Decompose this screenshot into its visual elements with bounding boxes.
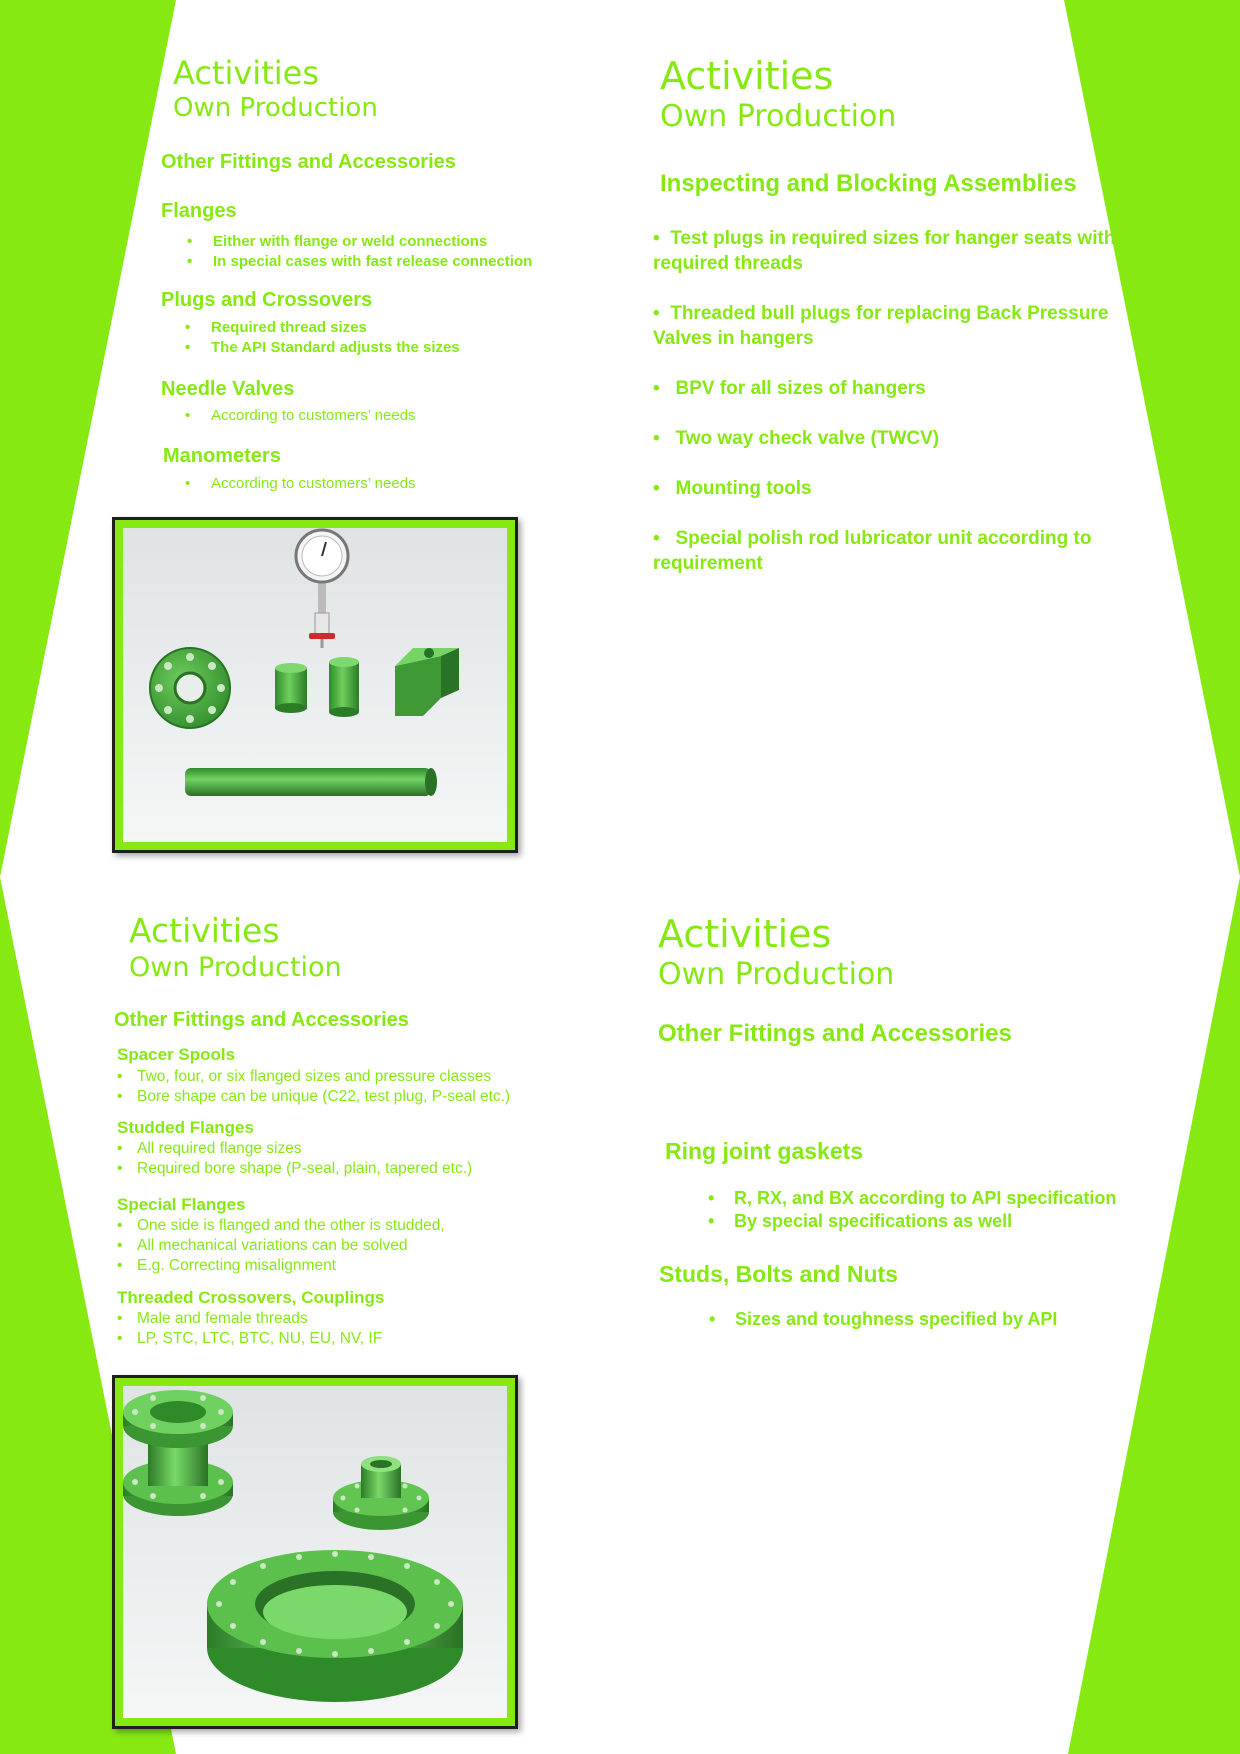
manometers-title: Manometers (163, 445, 281, 467)
section-heading: Other Fittings and Accessories (114, 1009, 409, 1031)
section-heading: Other Fittings and Accessories (161, 151, 456, 173)
inspecting-list (653, 226, 1133, 576)
list-item: • One side is flanged and the other is studded, (137, 1216, 445, 1236)
list-item: • In special cases with fast release connection (213, 252, 532, 272)
spacer-spools-title: Spacer Spools (117, 1045, 236, 1064)
special-flanges-list (137, 1216, 445, 1276)
list-item: • E.g. Correcting misalignment (137, 1256, 445, 1276)
plugs-title: Plugs and Crossovers (161, 289, 373, 311)
list-item: • Male and female threads (137, 1309, 382, 1329)
flanges-title: Flanges (161, 200, 237, 222)
list-item: • LP, STC, LTC, BTC, NU, EU, NV, IF (137, 1329, 382, 1349)
list-item-text: Special polish rod lubricator unit according to requirement (653, 528, 1092, 574)
threaded-crossovers-list (137, 1309, 382, 1349)
list-item (653, 476, 1133, 526)
panel-title: Activities (658, 912, 832, 956)
threaded-crossovers-title: Threaded Crossovers, Couplings (117, 1288, 385, 1307)
list-item-text: Test plugs in required sizes for hanger seats with required threads (653, 228, 1116, 274)
studs-bolts-nuts-list (735, 1308, 1057, 1331)
list-item: • Bore shape can be unique (C22, test plug, P-seal etc.) (137, 1087, 510, 1107)
ring-joint-gaskets-list (734, 1187, 1116, 1233)
panel-title: Activities (660, 54, 834, 98)
spools-product-image (115, 1378, 515, 1726)
list-item: • All mechanical variations can be solved (137, 1236, 445, 1256)
panel-subtitle: Own Production (129, 952, 342, 983)
panel-subtitle: Own Production (660, 99, 897, 134)
studs-bolts-nuts-title: Studs, Bolts and Nuts (659, 1261, 898, 1287)
list-item: • All required flange sizes (137, 1139, 472, 1159)
list-item-text: Threaded bull plugs for replacing Back Pressure Valves in hangers (653, 303, 1109, 349)
list-item: • By special specifications as well (734, 1210, 1116, 1233)
panel-title: Activities (129, 911, 280, 950)
list-item: • Sizes and toughness specified by API (735, 1308, 1057, 1331)
list-item-text: Two way check valve (TWCV) (675, 428, 940, 449)
fittings-product-image (115, 520, 515, 850)
list-item (653, 301, 1133, 376)
studded-flanges-title: Studded Flanges (117, 1118, 254, 1137)
section-heading: Inspecting and Blocking Assemblies (660, 170, 1077, 197)
list-item (653, 426, 1133, 476)
flanges-list (213, 232, 532, 272)
list-item (653, 376, 1133, 426)
bullet: • (653, 528, 676, 549)
list-item (653, 526, 1133, 576)
bullet: • (653, 303, 671, 324)
ring-joint-gaskets-title: Ring joint gaskets (665, 1138, 864, 1164)
list-item: • According to customers’ needs (211, 474, 416, 494)
list-item: • The API Standard adjusts the sizes (211, 338, 460, 358)
plugs-list (211, 318, 460, 358)
panel-subtitle: Own Production (173, 93, 378, 123)
special-flanges-title: Special Flanges (117, 1195, 246, 1214)
list-item-text: Mounting tools (675, 478, 812, 499)
list-item (653, 226, 1133, 301)
list-item: • According to customers’ needs (211, 406, 416, 426)
needle-valves-title: Needle Valves (161, 378, 295, 400)
list-item: • Required bore shape (P-seal, plain, tapered etc.) (137, 1159, 472, 1179)
panel-title: Activities (173, 54, 319, 92)
studded-flanges-list (137, 1139, 472, 1179)
bullet: • (653, 378, 676, 399)
bullet: • (653, 228, 671, 249)
bullet: • (653, 478, 676, 499)
needle-valves-list (211, 406, 416, 426)
panel-subtitle: Own Production (658, 957, 895, 992)
spacer-spools-list (137, 1067, 510, 1107)
list-item: • Either with flange or weld connections (213, 232, 532, 252)
manometers-list (211, 474, 416, 494)
bullet: • (653, 428, 676, 449)
list-item-text: BPV for all sizes of hangers (675, 378, 926, 399)
section-heading: Other Fittings and Accessories (658, 1020, 1012, 1047)
list-item: • R, RX, and BX according to API specification (734, 1187, 1116, 1210)
list-item: • Two, four, or six flanged sizes and pressure classes (137, 1067, 510, 1087)
list-item: • Required thread sizes (211, 318, 460, 338)
